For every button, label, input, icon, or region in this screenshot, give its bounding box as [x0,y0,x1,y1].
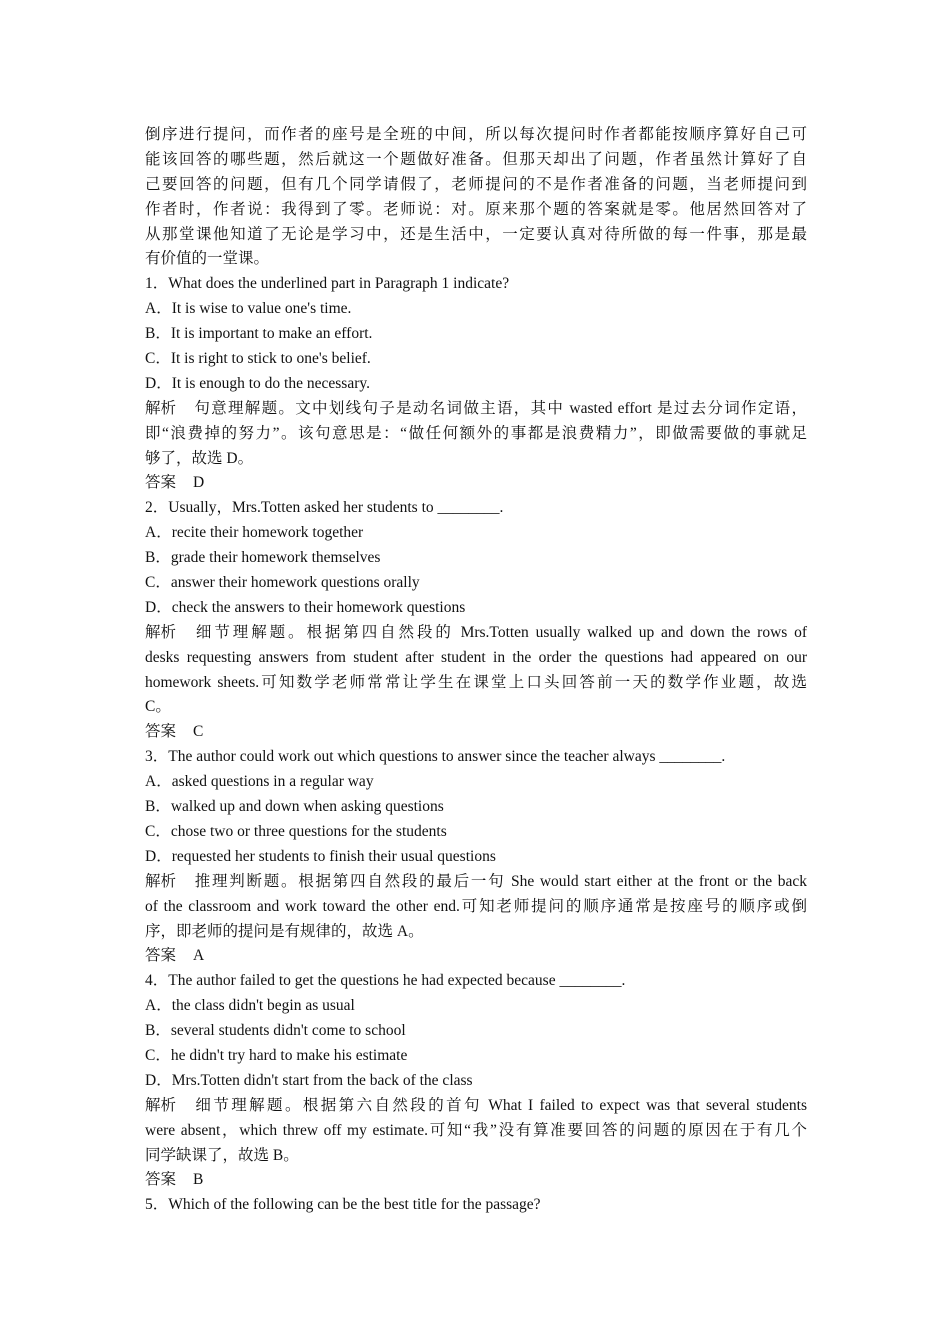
option-c: C．chose two or three questions for the students [145,822,447,840]
option-d: D．requested her students to finish their usual questions [145,847,496,865]
analysis-line: desks requesting answers from student after student in the order the questions had appeared on our [145,648,807,666]
option-d: D．Mrs.Totten didn't start from the back of the class [145,1071,473,1089]
analysis-text: 细节理解题。根据第四自然段的 Mrs.Totten usually walked up and down the rows of [193,623,807,641]
question-5 [145,1193,807,1218]
answer-value: D [193,474,205,492]
analysis-label: 解析 [145,623,177,641]
text-line: 能该回答的哪些题，然后就这一个题做好准备。但那天却出了问题，作者虽然计算好了自 [145,150,807,168]
analysis-line: C。 [145,698,171,716]
analysis-line: 即“浪费掉的努力”。该句意思是：“做任何额外的事都是浪费精力”，即做需要做的事就足 [145,424,807,442]
option-b: B．It is important to make an effort. [145,325,373,343]
analysis-line: of the classroom and work toward the other end.可知老师提问的顺序通常是按座号的顺序或倒 [145,897,807,915]
answer-value: C [193,723,204,741]
text-line: 从那堂课他知道了无论是学习中，还是生活中，一定要认真对待所做的每一件事，那是最 [145,225,807,243]
analysis-label: 解析 [145,872,177,890]
option-a: A．recite their homework together [145,524,364,542]
analysis-line [145,397,807,422]
option-c: C．he didn't try hard to make his estimate [145,1046,408,1064]
analysis-line: homework sheets.可知数学老师常常让学生在课堂上口头回答前一天的数学作业题，故选 [145,673,807,691]
option-d: D．check the answers to their homework questions [145,598,466,616]
question-stem: 5．Which of the following can be the best title for the passage? [145,1196,541,1214]
question-2 [145,496,807,745]
answer-line [145,944,807,969]
option-c: C．It is right to stick to one's belief. [145,350,371,368]
question-stem: 2．Usually，Mrs.Totten asked her students to ________. [145,499,504,517]
option-a: A．It is wise to value one's time. [145,300,352,318]
text-line: 倒序进行提问，而作者的座号是全班的中间，所以每次提问时作者都能按顺序算好自己可 [145,126,807,143]
text-line: 有价值的一堂课。 [145,250,270,268]
intro-paragraph [145,123,807,272]
analysis-text: 推理判断题。根据第四自然段的最后一句 She would start either at the front or the back [193,872,807,890]
answer-value: A [193,947,205,965]
question-1 [145,272,807,496]
question-stem: 1．What does the underlined part in Paragraph 1 indicate? [145,275,510,293]
text-line: 己要回答的问题，但有几个同学请假了，老师提问的不是作者准备的问题，当老师提问到 [145,175,807,193]
analysis-text: 细节理解题。根据第六自然段的首句 What I failed to expect was that several students [193,1096,807,1114]
question-stem: 3．The author could work out which questions to answer since the teacher always ________. [145,748,726,766]
analysis-line: 同学缺课了，故选 B。 [145,1146,299,1164]
option-b: B．grade their homework themselves [145,549,381,567]
analysis-text: 句意理解题。文中划线句子是动名词做主语，其中 wasted effort 是过去分词作定语， [193,399,807,417]
question-3 [145,745,807,969]
option-d: D．It is enough to do the necessary. [145,374,370,392]
analysis-line [145,870,807,895]
option-b: B．walked up and down when asking questions [145,798,444,816]
analysis-line: 序，即老师的提问是有规律的，故选 A。 [145,922,424,940]
analysis-line [145,1094,807,1119]
option-a: A．asked questions in a regular way [145,773,374,791]
answer-label: 答案 [145,947,177,965]
analysis-label: 解析 [145,399,177,417]
option-b: B．several students didn't come to school [145,1022,406,1040]
answer-line [145,720,807,745]
text-line: 作者时，作者说：我得到了零。老师说：对。原来那个题的答案就是零。他居然回答对了 [145,200,807,218]
option-a: A．the class didn't begin as usual [145,997,355,1015]
answer-label: 答案 [145,474,177,492]
question-stem: 4．The author failed to get the questions he had expected because ________. [145,972,626,990]
answer-line [145,1168,807,1193]
answer-line [145,471,807,496]
option-c: C．answer their homework questions orally [145,574,420,592]
analysis-label: 解析 [145,1096,177,1114]
analysis-line: were absent，which threw off my estimate.可知“我”没有算准要回答的问题的原因在于有几个 [145,1121,807,1139]
answer-label: 答案 [145,723,177,741]
analysis-line: 够了，故选 D。 [145,449,254,467]
answer-label: 答案 [145,1171,177,1189]
analysis-line [145,621,807,646]
answer-value: B [193,1171,204,1189]
document-page [145,123,807,1218]
question-4 [145,969,807,1193]
